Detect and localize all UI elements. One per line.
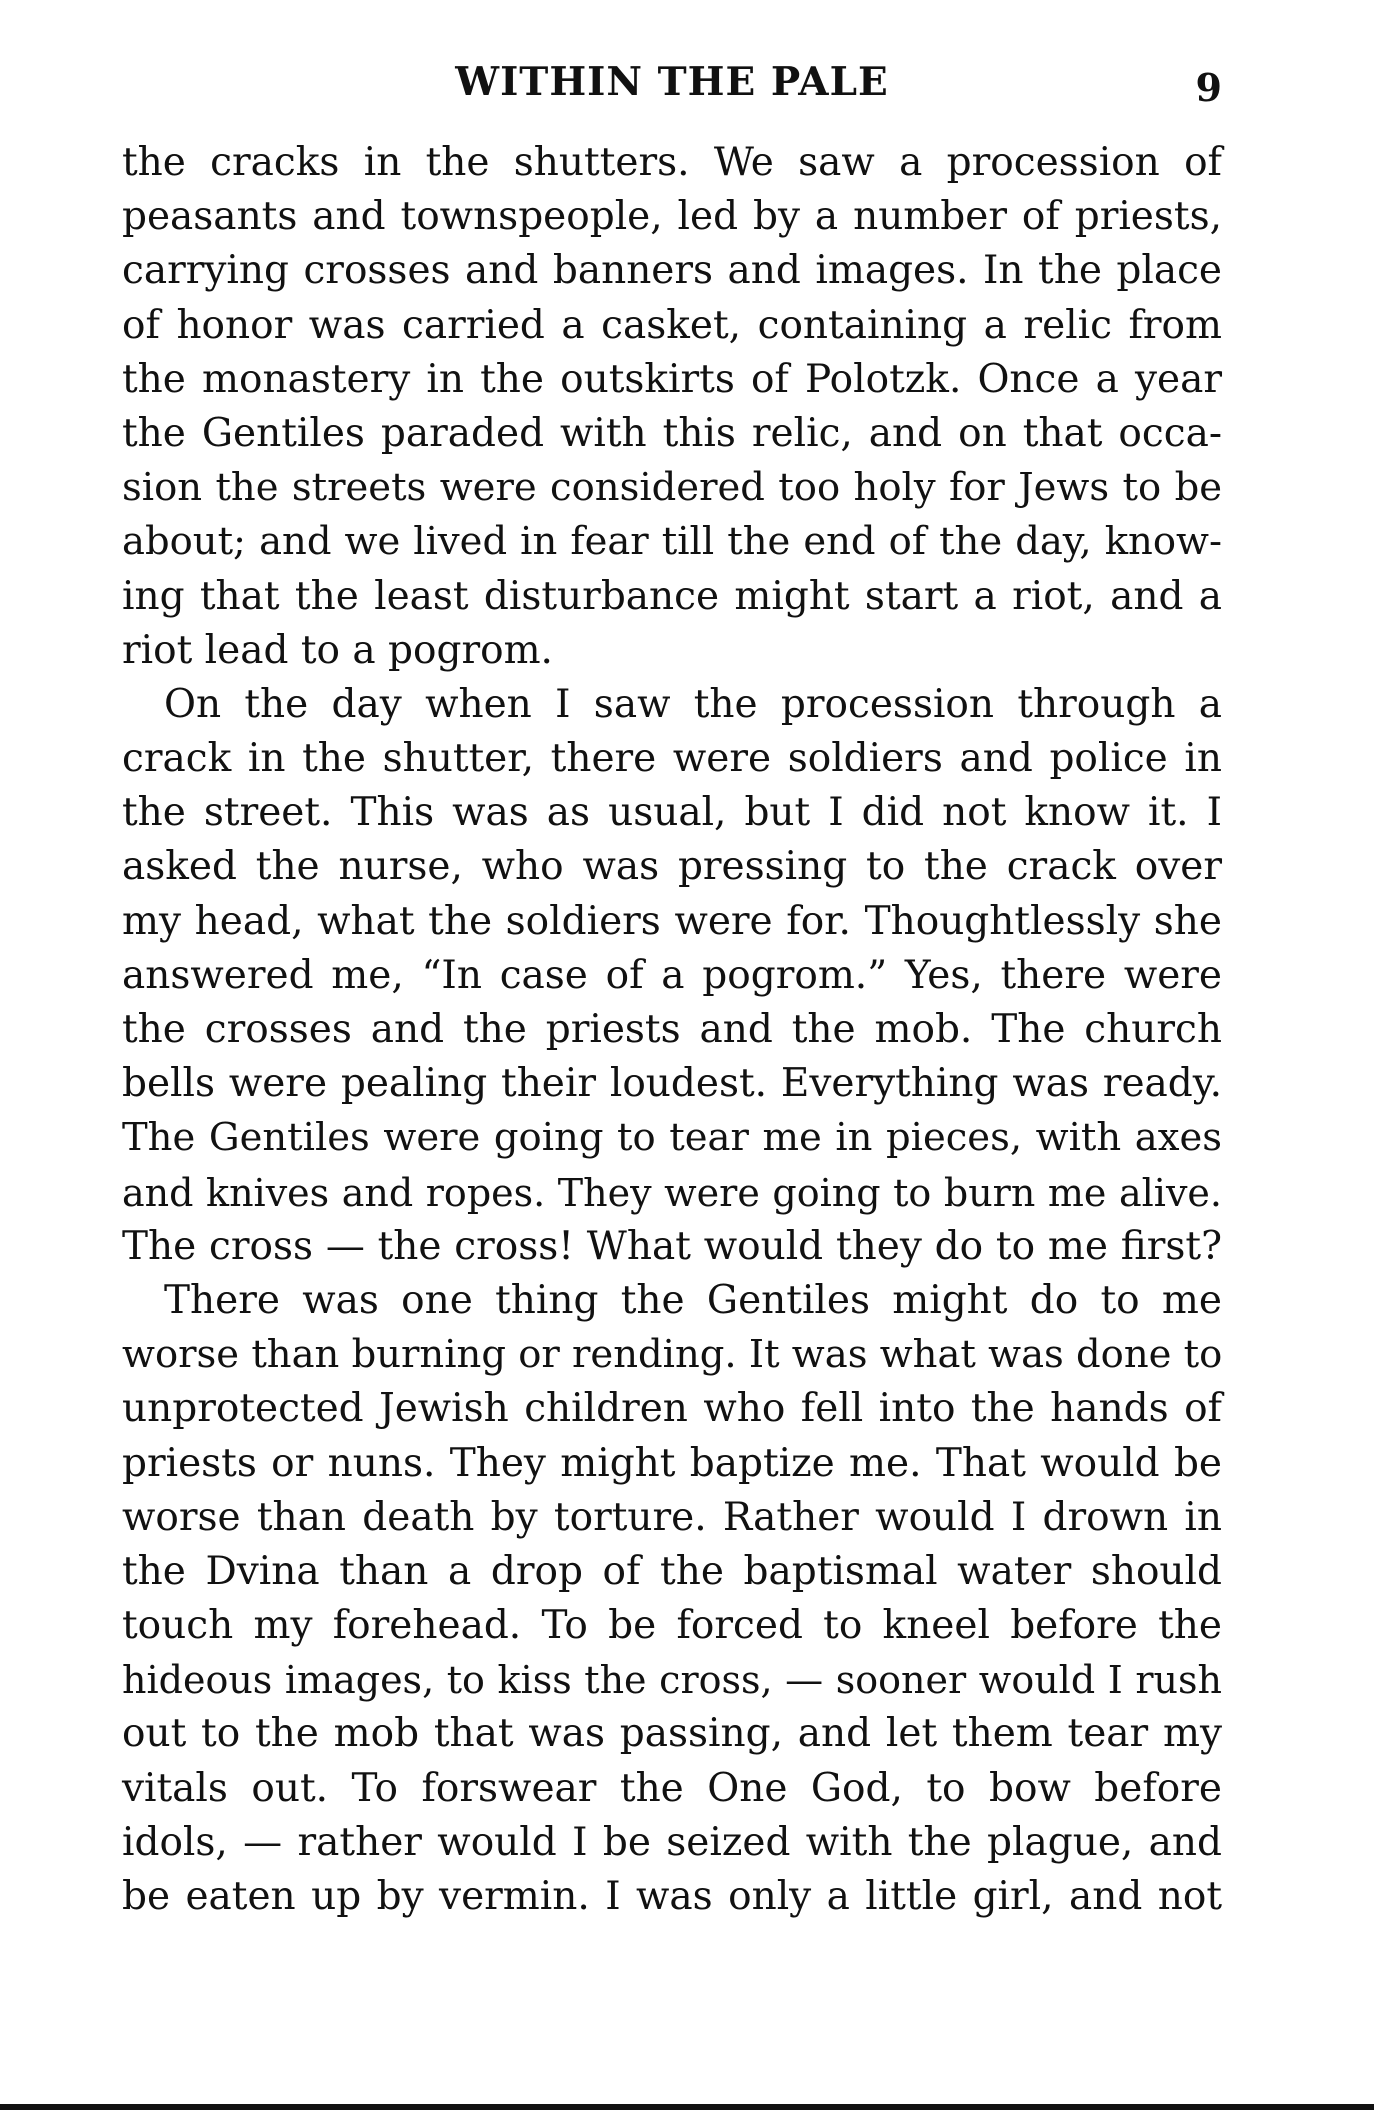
- text-line: carrying crosses and banners and images. In the place: [122, 248, 1222, 294]
- text-line: be eaten up by vermin. I was only a little girl, and not: [122, 1874, 1222, 1919]
- text-line: There was one thing the Gentiles might do to me: [164, 1277, 1222, 1323]
- text-line: asked the nurse, who was pressing to the crack over: [122, 844, 1222, 890]
- text-line: peasants and townspeople, led by a number of priests,: [122, 194, 1222, 240]
- running-title: WITHIN THE PALE: [455, 59, 889, 105]
- text-line: worse than death by torture. Rather would I drown in: [122, 1494, 1222, 1540]
- text-line: On the day when I saw the procession through a: [164, 681, 1222, 727]
- text-line: crack in the shutter, there were soldiers and police in: [122, 736, 1222, 782]
- text-line: ing that the least disturbance might start a riot, and a: [122, 573, 1222, 619]
- text-line: bells were pealing their loudest. Everything was ready.: [122, 1061, 1222, 1107]
- text-line: the cracks in the shutters. We saw a procession of: [122, 140, 1222, 185]
- text-line: and knives and ropes. They were going to burn me alive.: [122, 1170, 1222, 1215]
- text-line: the street. This was as usual, but I did not know it. I: [122, 790, 1222, 836]
- text-line: hideous images, to kiss the cross, — sooner would I rush: [122, 1658, 1222, 1703]
- text-line: of honor was carried a casket, containing a relic from: [122, 302, 1222, 348]
- text-line: unprotected Jewish children who fell into the hands of: [122, 1386, 1222, 1432]
- running-head: [122, 52, 1222, 112]
- text-line: The cross — the cross! What would they do to me first?: [122, 1223, 1222, 1269]
- text-line: worse than burning or rending. It was what was done to: [122, 1332, 1223, 1378]
- text-line: the monastery in the outskirts of Polotzk. Once a year: [122, 356, 1222, 402]
- text-line: the Dvina than a drop of the baptismal water should: [122, 1548, 1222, 1594]
- text-line: priests or nuns. They might baptize me. That would be: [122, 1440, 1222, 1486]
- text-line: the crosses and the priests and the mob. The church: [122, 1007, 1222, 1052]
- text-line: The Gentiles were going to tear me in pieces, with axes: [122, 1115, 1222, 1161]
- text-line: touch my forehead. To be forced to kneel before the: [122, 1603, 1222, 1649]
- text-line: answered me, “In case of a pogrom.” Yes, there were: [122, 952, 1222, 998]
- text-line: riot lead to a pogrom.: [122, 627, 553, 673]
- text-line: idols, — rather would I be seized with the plague, and: [122, 1819, 1222, 1865]
- bottom-rule: [0, 2104, 1374, 2110]
- text-line: vitals out. To forswear the One God, to bow before: [122, 1765, 1222, 1811]
- text-line: the Gentiles paraded with this relic, and on that occa-: [122, 410, 1222, 456]
- text-line: out to the mob that was passing, and let them tear my: [122, 1711, 1222, 1757]
- page-number: 9: [1195, 65, 1222, 110]
- text-line: sion the streets were considered too holy for Jews to be: [122, 465, 1222, 511]
- text-line: about; and we lived in fear till the end of the day, know-: [122, 519, 1222, 565]
- text-line: my head, what the soldiers were for. Thoughtlessly she: [122, 898, 1222, 944]
- body-text: [122, 136, 1222, 1924]
